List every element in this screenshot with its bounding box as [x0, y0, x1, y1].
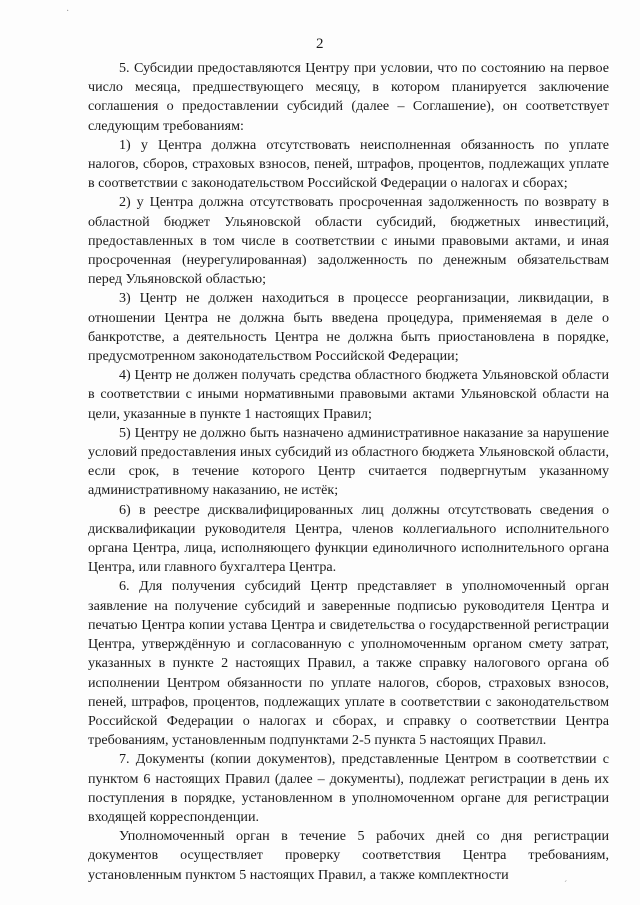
paragraph-item-5: 5. Субсидии предоставляются Центру при условии, что по состоянию на первое число месяца, предшествующего месяцу, в котором планируется заключение соглашения о предоставлении субсидий (далее – Соглашение), он соответствует следующим требованиям: [88, 60, 609, 134]
scan-speck: · [66, 6, 70, 17]
paragraph-subitem-3: 3) Центр не должен находиться в процессе реорганизации, ликвидации, в отношении Центра не должна быть введена процедура, применяемая в деле о банкротстве, а деятельность Центра не должна быть приостановлена в порядке, предусмотренном законодательством Российской Федерации; [88, 290, 609, 365]
page-number: 2 [316, 36, 324, 52]
scan-speck: ´ [564, 880, 568, 891]
paragraph-subitem-5: 5) Центру не должно быть назначено административное наказание за нарушение условий предоставления иных субсидий из областного бюджета Ульяновской области, если срок, в течение которого Центр считается подвергнутым указанному административному наказанию, не истёк; [88, 424, 609, 499]
paragraph-subitem-1: 1) у Центра должна отсутствовать неисполненная обязанность по уплате налогов, сборов, страховых взносов, пеней, штрафов, процентов, подлежащих уплате в соответствии с законодательством Российской Федерации о налогах и сборах; [88, 136, 609, 192]
paragraph-subitem-4: 4) Центр не должен получать средства областного бюджета Ульяновской области в соответствии с иными нормативными правовыми актами Ульяновской области на цели, указанные в пункте 1 настоящих Правил; [88, 367, 609, 422]
paragraph-subitem-6: 6) в реестре дисквалифицированных лиц должны отсутствовать сведения о дисквалификации руководителя Центра, членов коллегиального исполнительного органа Центра, лица, исполняющего функции единоличного исполнительного органа Центра, или главного бухгалтера Центра. [88, 501, 609, 576]
paragraph-item-7: 7. Документы (копии документов), представленные Центром в соответствии с пунктом 6 настоящих Правил (далее – документы), подлежат регистрации в день их поступления в порядке, установленном в уполномоченном органе для регистрации входящей корреспонденции. [88, 751, 609, 825]
paragraph-item-6: 6. Для получения субсидий Центр представляет в уполномоченный орган заявление на получение субсидий и заверенные подписью руководителя Центра и печатью Центра копии устава Центра и свидетельства о государственной регистрации Центра, утверждённую и согласованную с уполномоченным органом смету затрат, указанных в пункте 2 настоящих Правил, а также справку налогового органа об исполнении Центром обязанности по уплате налогов, сборов, страховых взносов, пеней, штрафов, процентов, подлежащих уплате в соответствии с законодательством Российской Федерации о налогах и сборах, и справку о соответствии Центра требованиям, установленным подпунктами 2-5 пункта 5 настоящих Правил. [88, 578, 609, 749]
paragraph-verification: Уполномоченный орган в течение 5 рабочих дней со дня регистрации документов осуществляет проверку соответствия Центра требованиям, установленным пунктом 5 настоящих Правил, а также комплектности [88, 828, 609, 883]
paragraph-subitem-2: 2) у Центра должна отсутствовать просроченная задолженность по возврату в областной бюджет Ульяновской области субсидий, бюджетных инвестиций, предоставленных в том числе в соответствии с иными правовыми актами, и иная просроченная (неурегулированная) задолженность по денежным обязательствам перед Ульяновской областью; [88, 194, 609, 288]
document-body [88, 59, 609, 885]
